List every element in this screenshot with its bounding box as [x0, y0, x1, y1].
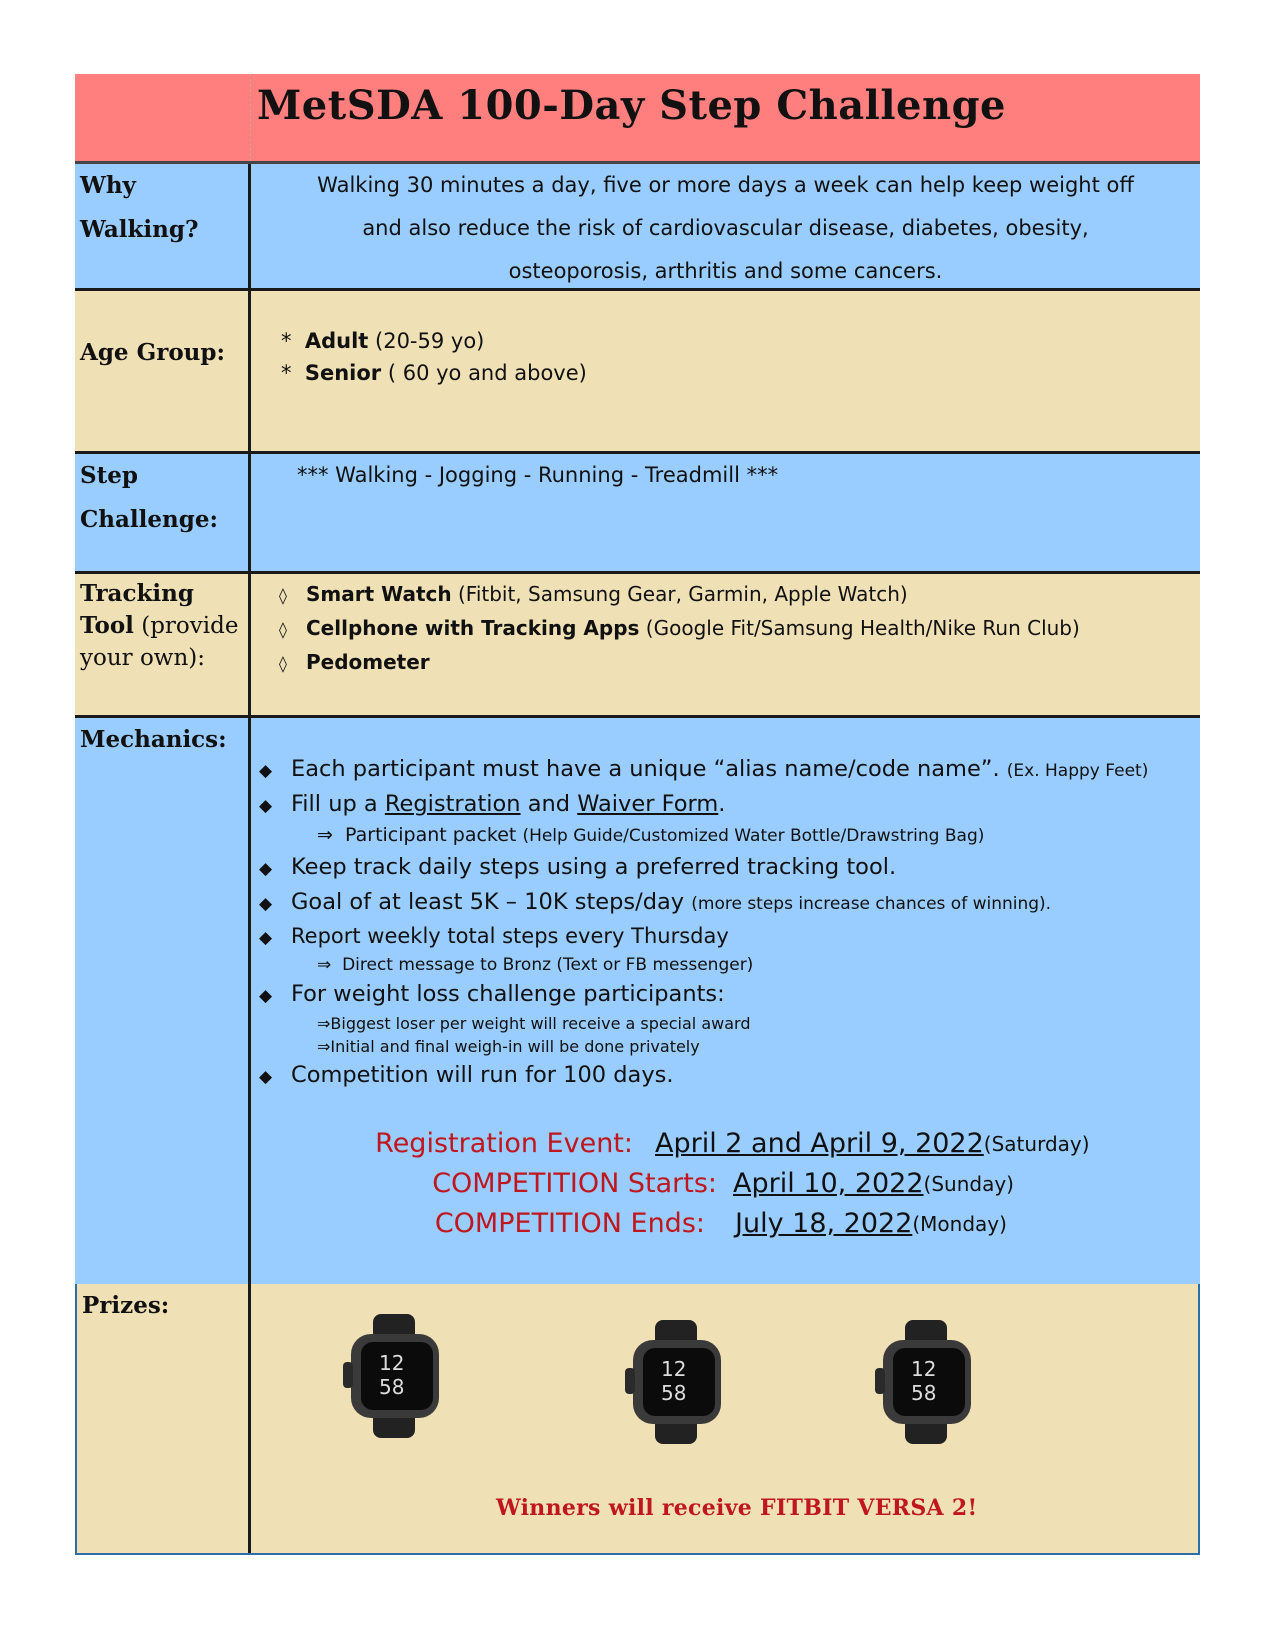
list-subitem: ⇒ Direct message to Bronz (Text or FB messenger) [317, 955, 754, 975]
fitbit-watch-icon [871, 1320, 983, 1444]
mechanics-label: Mechanics: [75, 718, 251, 1284]
why-walking-label: Why Walking? [75, 164, 251, 288]
end-date-line: COMPETITION Ends: July 18, 2022 (Monday) [434, 1208, 1007, 1239]
title-row [75, 74, 1200, 164]
step-challenge-row [75, 454, 1200, 574]
age-group-label: Age Group: [75, 291, 251, 451]
arrow-icon: ⇒ [317, 1014, 331, 1033]
prizes-content [251, 1284, 1198, 1553]
list-item: ◆ Keep track daily steps using a preferred tracking tool. [259, 854, 897, 880]
winners-text: Winners will receive FITBIT VERSA 2! [496, 1495, 978, 1521]
bullet-icon: ◆ [259, 1067, 273, 1087]
diamond-bullet-icon: ◊ [279, 620, 287, 639]
watch-hour: 12 [379, 1351, 405, 1375]
age-group-row [75, 291, 1200, 454]
list-item: ◊ Smart Watch (Fitbit, Samsung Gear, Garmin, Apple Watch) [279, 582, 908, 606]
diamond-bullet-icon: ◊ [279, 654, 287, 673]
key-dates [259, 1124, 1200, 1244]
watch-minute: 58 [911, 1381, 937, 1405]
watch-minute: 58 [661, 1381, 687, 1405]
mechanics-list [251, 718, 1200, 1284]
list-item: ◆ For weight loss challenge participants: [259, 981, 725, 1007]
list-item: ◆ Goal of at least 5K – 10K steps/day (more steps increase chances of winning). [259, 889, 1052, 915]
waiver-form-link[interactable]: Waiver Form [577, 791, 719, 817]
arrow-icon: ⇒ [317, 955, 332, 975]
registration-form-link[interactable]: Registration [384, 791, 521, 817]
list-item: ◊ Pedometer [279, 650, 430, 674]
list-subitem: ⇒Initial and final weigh-in will be done privately [317, 1037, 700, 1056]
why-walking-row [75, 164, 1200, 291]
list-item: ◊ Cellphone with Tracking Apps (Google Fit/Samsung Health/Nike Run Club) [279, 616, 1080, 640]
bullet-icon: ◆ [259, 928, 273, 948]
registration-date-line: Registration Event: April 2 and April 9, 2022 (Saturday) [375, 1128, 1090, 1159]
list-item: * Senior ( 60 yo and above) [281, 361, 587, 385]
fitbit-watch-icon [339, 1314, 451, 1438]
prizes-row [75, 1284, 1200, 1555]
watch-minute: 58 [379, 1375, 405, 1399]
why-walking-text: Walking 30 minutes a day, five or more days a week can help keep weight off and also reduce the risk of cardiovascular disease, diabetes, obesity, osteoporosis, arthritis and some cancers. [317, 173, 1134, 283]
bullet-icon: ◆ [259, 894, 273, 914]
list-subitem: ⇒Biggest loser per weight will receive a special award [317, 1014, 751, 1033]
arrow-icon: ⇒ [317, 1037, 331, 1056]
start-date-line: COMPETITION Starts: April 10, 2022 (Sunday) [432, 1168, 1014, 1199]
list-item: ◆ Competition will run for 100 days. [259, 1062, 674, 1088]
bullet-icon: ◆ [259, 761, 273, 781]
tracking-tool-list [251, 574, 1200, 715]
arrow-icon: ⇒ [317, 824, 333, 846]
list-item: ◆ Report weekly total steps every Thursday [259, 924, 729, 948]
age-group-list [251, 291, 1200, 451]
challenge-table [75, 74, 1200, 1555]
list-item: ◆ Each participant must have a unique “alias name/code name”. (Ex. Happy Feet) [259, 756, 1149, 782]
bullet-icon: ◆ [259, 796, 273, 816]
step-challenge-text: *** Walking - Jogging - Running - Treadmill *** [297, 463, 779, 487]
bullet-icon: ◆ [259, 986, 273, 1006]
mechanics-row [75, 718, 1200, 1284]
page-title: MetSDA 100-Day Step Challenge [257, 82, 1006, 129]
bullet-icon: ◆ [259, 859, 273, 879]
list-item: * Adult (20-59 yo) [281, 329, 485, 353]
step-challenge-label: Step Challenge: [75, 454, 251, 571]
diamond-bullet-icon: ◊ [279, 586, 287, 605]
list-item: ◆ Fill up a Registration and Waiver Form. [259, 791, 726, 817]
list-subitem: ⇒ Participant packet (Help Guide/Customized Water Bottle/Drawstring Bag) [317, 824, 985, 846]
fitbit-watch-icon [621, 1320, 733, 1444]
prizes-label: Prizes: [77, 1284, 251, 1553]
tracking-tool-row [75, 574, 1200, 718]
watch-hour: 12 [661, 1357, 687, 1381]
watch-hour: 12 [911, 1357, 937, 1381]
tracking-tool-label: Tracking Tool (provide your own): [75, 574, 251, 715]
